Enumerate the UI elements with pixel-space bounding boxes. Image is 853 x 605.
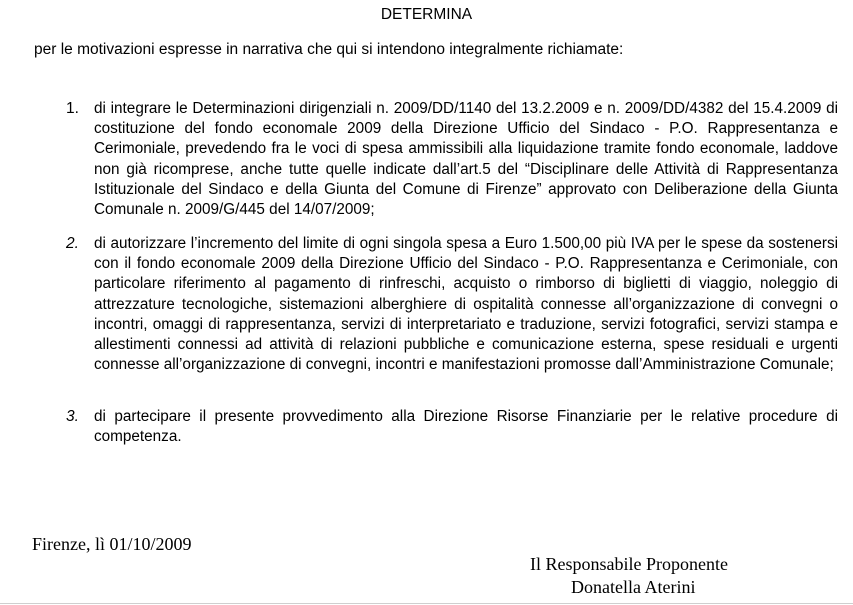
signature-role: Il Responsabile Proponente bbox=[530, 554, 728, 574]
list-item-number: 1. bbox=[66, 100, 79, 117]
page-bottom-divider bbox=[0, 603, 853, 604]
intro-paragraph: per le motivazioni espresse in narrativa che qui si intendono integralmente richiamate: bbox=[34, 41, 624, 58]
list-item-number: 3. bbox=[66, 408, 79, 425]
list-item-text: di autorizzare l’incremento del limite di ogni singola spesa a Euro 1.500,00 più IVA per le spese da sostenersi con il fondo economale 2009 della Direzione Ufficio del Sindaco - P.O. Rappresentanza e Cerimoniale, con particolare riferimento al pagamento di rinfreschi, acquisto o rimborso di biglietti di viaggio, noleggio di attrezzature tecnologiche, sistemazioni alberghiere di ospitalità connesse all’organizzazione di convegni o incontri, omaggi di rappresentanza, servizi di interpretariato e traduzione, servizi fotografici, servizi stampa e allestimenti connessi ad attività di relazioni pubbliche e comunicazione esterna, spese residuali e urgenti connesse all’organizzazione di convegni, incontri e manifestazioni promosse dall’Amministrazione Comunale; bbox=[94, 235, 838, 374]
document-heading: DETERMINA bbox=[380, 6, 473, 23]
place-and-date: Firenze, lì 01/10/2009 bbox=[32, 534, 192, 554]
list-item-number: 2. bbox=[66, 235, 79, 252]
list-item-text: di integrare le Determinazioni dirigenziali n. 2009/DD/1140 del 13.2.2009 e n. 2009/DD/4382 del 15.4.2009 di costituzione del fondo economale 2009 della Direzione Ufficio del Sindaco - P.O. Rappresentanza e Cerimoniale, prevedendo fra le voci di spesa ammissibili alla liquidazione tramite fondo economale, laddove non già ricomprese, anche tutte quelle indicate dall’art.5 del “Disciplinare delle Attività di Rappresentanza Istituzionale del Sindaco e della Giunta del Comune di Firenze” approvato con Deliberazione della Giunta Comunale n. 2009/G/445 del 14/07/2009; bbox=[94, 100, 838, 219]
signature-name: Donatella Aterini bbox=[571, 577, 696, 597]
list-item-text: di partecipare il presente provvedimento alla Direzione Risorse Finanziarie per le relative procedure di competenza. bbox=[94, 408, 838, 446]
